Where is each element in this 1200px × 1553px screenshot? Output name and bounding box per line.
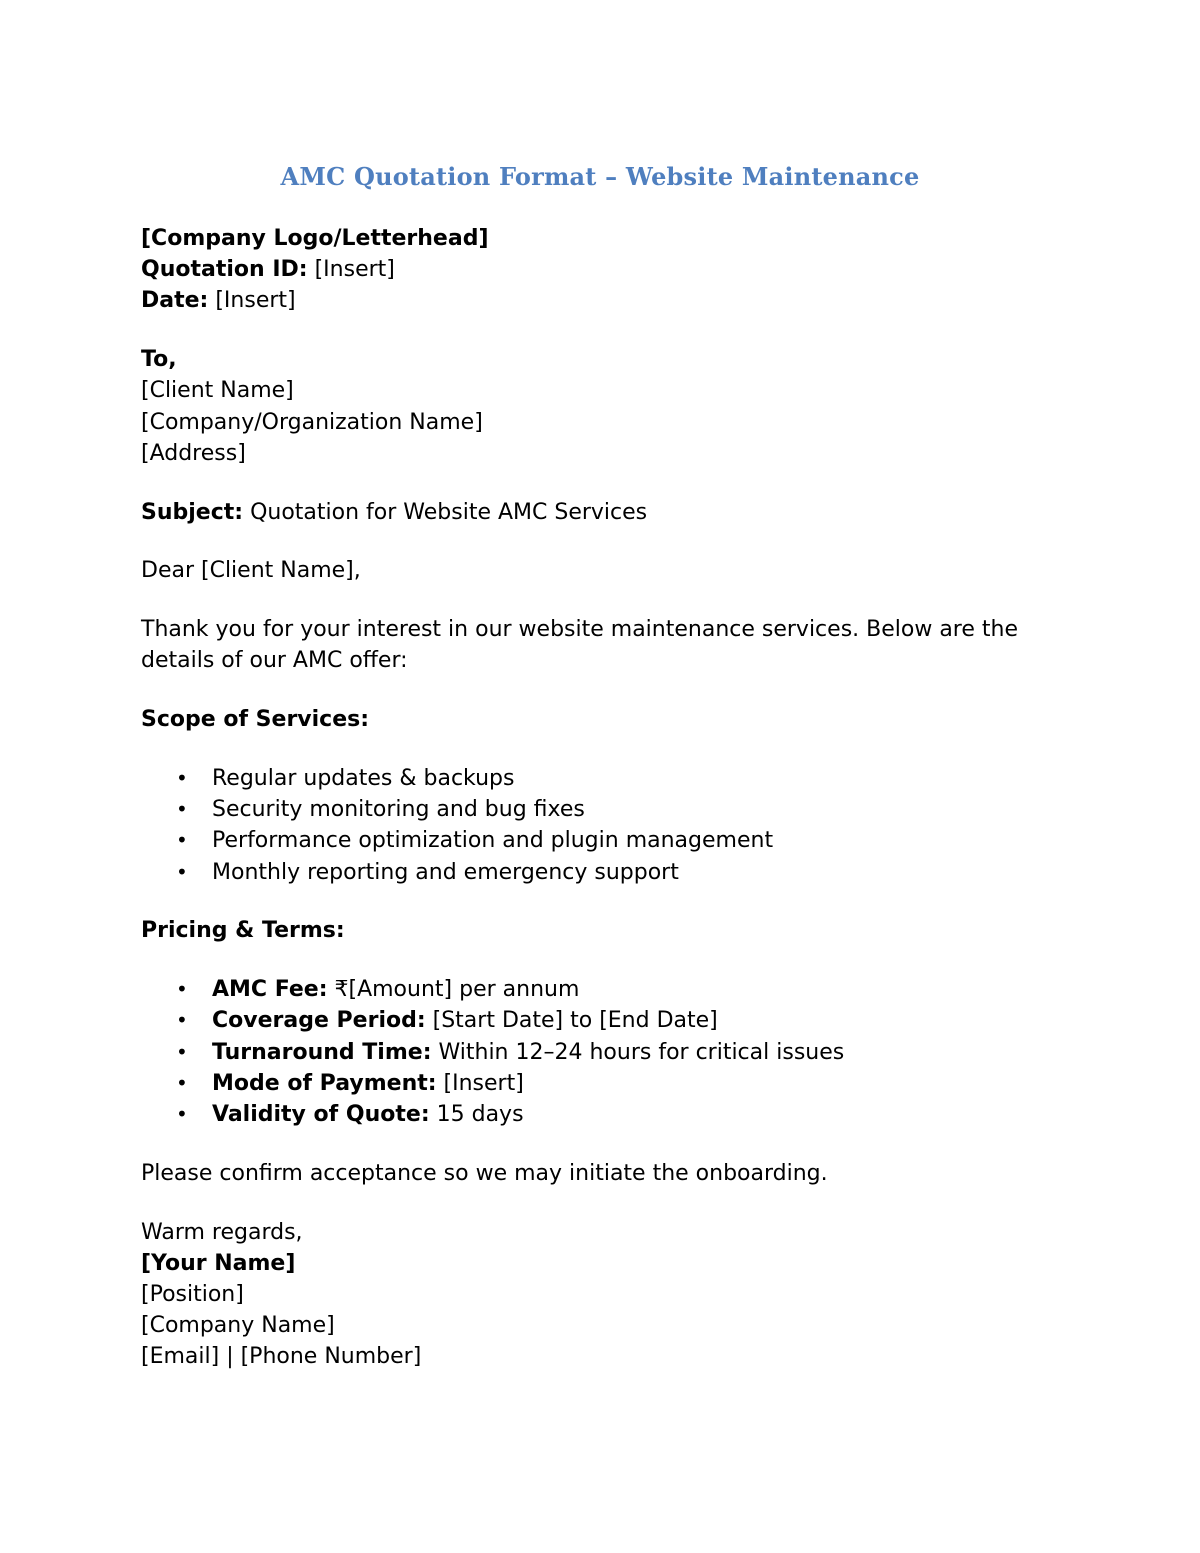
list-item: • Mode of Payment: [Insert] (141, 1068, 1061, 1099)
company-logo-placeholder: [Company Logo/Letterhead] (141, 226, 489, 251)
quotation-id-line (141, 254, 1061, 285)
quotation-id-label: Quotation ID: (141, 257, 308, 283)
signer-name: [Your Name] (141, 1250, 296, 1276)
document-title: AMC Quotation Format – Website Maintenance (280, 162, 920, 191)
pricing-list (141, 974, 1061, 1130)
list-item: • AMC Fee: ₹[Amount] per annum (141, 974, 1061, 1005)
list-item: • Turnaround Time: Within 12–24 hours for critical issues (141, 1037, 1061, 1068)
organization-name: [Company/Organization Name] (141, 409, 483, 435)
scope-list (141, 763, 1061, 888)
client-name: [Client Name] (141, 378, 294, 404)
list-item: • Performance optimization and plugin management (141, 825, 1061, 856)
address: [Address] (141, 440, 246, 466)
bullet-icon: • (176, 1008, 188, 1033)
date-label: Date: (141, 288, 209, 314)
intro-paragraph: Thank you for your interest in our website maintenance services. Below are the details of our AMC offer: (141, 617, 1019, 674)
scope-heading: Scope of Services: (141, 707, 370, 733)
bullet-icon: • (176, 797, 188, 822)
date-value: [Insert] (208, 288, 296, 314)
bullet-icon: • (176, 766, 188, 790)
subject-label: Subject: (141, 499, 244, 525)
document-body (141, 223, 1061, 1373)
list-item: • Coverage Period: [Start Date] to [End Date] (141, 1005, 1061, 1036)
subject-value: Quotation for Website AMC Services (243, 499, 648, 525)
signer-position: [Position] (141, 1282, 244, 1308)
regards: Warm regards, (141, 1219, 303, 1245)
bullet-icon: • (176, 859, 188, 884)
salutation: Dear [Client Name], (141, 558, 361, 584)
pricing-heading: Pricing & Terms: (141, 918, 345, 944)
list-item: • Security monitoring and bug fixes (141, 794, 1061, 825)
bullet-icon: • (176, 977, 188, 1002)
bullet-icon: • (176, 828, 188, 853)
subject-line (141, 497, 1061, 528)
bullet-icon: • (176, 1102, 188, 1127)
list-item: • Regular updates & backups (141, 763, 1061, 794)
list-item: • Monthly reporting and emergency support (141, 857, 1061, 888)
signer-contact: [Email] | [Phone Number] (141, 1344, 422, 1370)
bullet-icon: • (176, 1070, 188, 1095)
signer-company: [Company Name] (141, 1313, 335, 1339)
quotation-id-value: [Insert] (307, 257, 395, 283)
list-item: • Validity of Quote: 15 days (141, 1099, 1061, 1130)
date-line (141, 285, 1061, 316)
closing-note: Please confirm acceptance so we may initiate the onboarding. (141, 1160, 828, 1186)
to-label: To, (141, 347, 177, 373)
bullet-icon: • (176, 1039, 188, 1064)
